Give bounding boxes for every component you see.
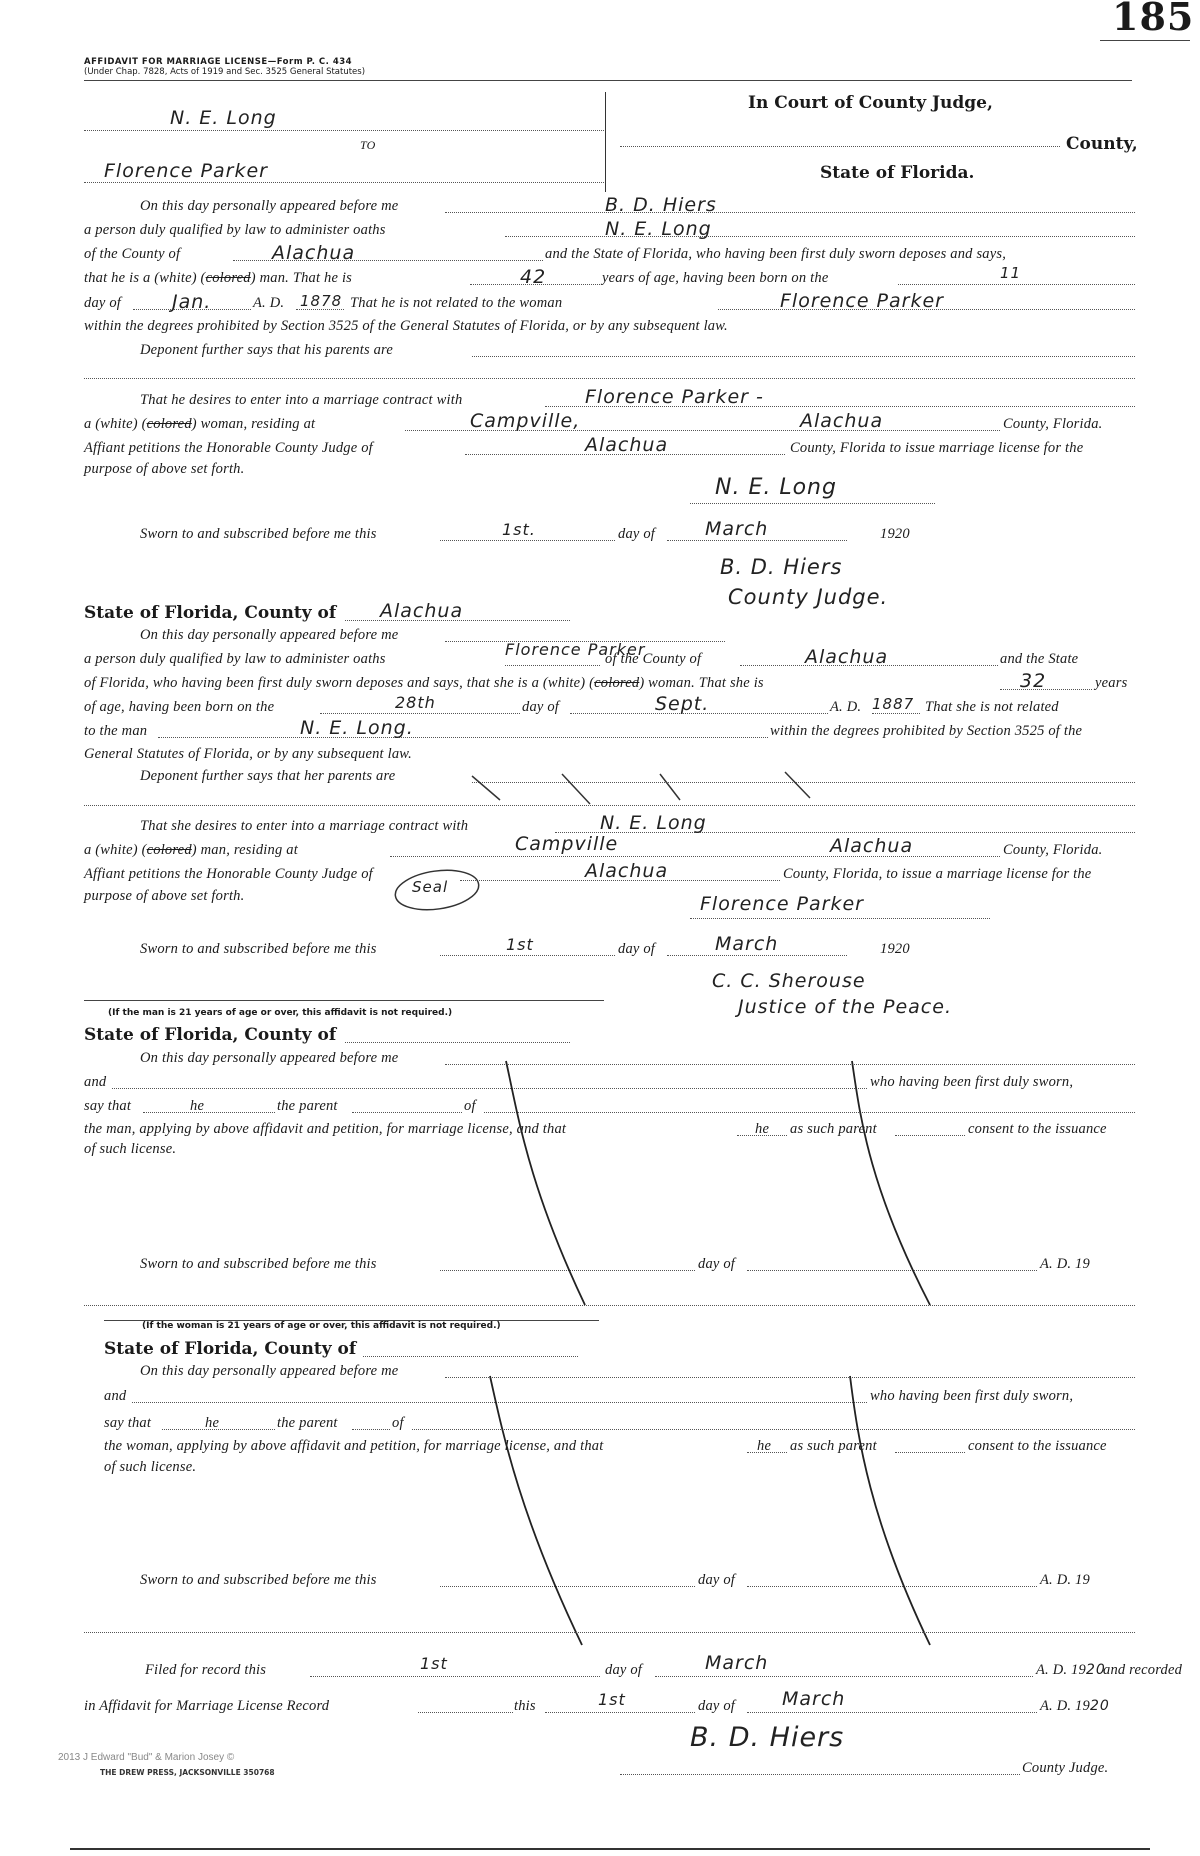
header-bracket bbox=[605, 92, 606, 192]
bride-line4-text-a: of age, having been born on the bbox=[84, 699, 275, 715]
bottom-edge-rule bbox=[70, 1848, 1150, 1850]
filing-record-month: March bbox=[782, 1688, 846, 1710]
woman-consent-line3-a: say that bbox=[104, 1415, 152, 1431]
groom-contract-with: Florence Parker - bbox=[585, 386, 764, 408]
bride-age: 32 bbox=[1020, 670, 1047, 692]
bride-residence-town: Campville, bbox=[470, 410, 581, 432]
bride-heading: State of Florida, County of bbox=[84, 603, 337, 623]
woman-consent-line3-b: the parent bbox=[277, 1415, 338, 1431]
bride-contract-with: N. E. Long bbox=[600, 812, 707, 834]
groom-line4-text-a: that he is a (white) ( bbox=[84, 270, 206, 286]
bride-line2-text-a: a person duly qualified by law to administer oaths bbox=[84, 651, 386, 667]
woman-consent-line4-he: he bbox=[757, 1438, 772, 1454]
groom-line11-text: purpose of above set forth. bbox=[84, 461, 245, 477]
bride-sworn-text-b: day of bbox=[618, 941, 656, 957]
groom-birth-year: 1878 bbox=[300, 292, 343, 310]
notary-seal-label: Seal bbox=[412, 878, 449, 896]
bride-officer-signature: C. C. Sherouse bbox=[712, 970, 866, 992]
groom-officer-name: B. D. Hiers bbox=[605, 194, 717, 216]
page-number: 185 bbox=[1112, 0, 1195, 39]
groom-age: 42 bbox=[520, 266, 547, 288]
filing-line2-d: A. D. 19 bbox=[1040, 1698, 1090, 1714]
groom-line5-text-a: day of bbox=[84, 295, 122, 311]
groom-related-woman: Florence Parker bbox=[780, 290, 944, 312]
man-consent-line3-c: of bbox=[464, 1098, 476, 1114]
groom-line4-text-b: ) man. That he is bbox=[250, 270, 353, 286]
groom-line4-strike: colored bbox=[205, 270, 251, 286]
filing-line1-d: and recorded bbox=[1103, 1662, 1183, 1678]
groom-line10-text-a: Affiant petitions the Honorable County Judge of bbox=[84, 440, 373, 456]
woman-consent-line1: On this day personally appeared before me bbox=[140, 1363, 399, 1379]
woman-consent-line4-a: the woman, applying by above affidavit and petition, for marriage license, and that bbox=[104, 1438, 604, 1454]
bride-line4-text-c: A. D. bbox=[830, 699, 862, 715]
bride-signature: Florence Parker bbox=[700, 893, 864, 915]
man-consent-sworn-a: Sworn to and subscribed before me this bbox=[140, 1256, 377, 1272]
groom-line9-text-c: County, Florida. bbox=[1003, 416, 1103, 432]
groom-residence-town: Campville bbox=[515, 833, 619, 855]
filing-record-day: 1st bbox=[598, 1690, 626, 1709]
filing-day: 1st bbox=[420, 1654, 448, 1673]
filing-line2-a: in Affidavit for Marriage License Record bbox=[84, 1698, 330, 1714]
bride-line2-text-c: and the State bbox=[1000, 651, 1079, 667]
bride-residence-county: Alachua bbox=[800, 410, 884, 432]
man-consent-sworn-c: A. D. 19 bbox=[1040, 1256, 1090, 1272]
woman-consent-line2-b: who having been first duly sworn, bbox=[870, 1388, 1074, 1404]
bride-line6-text: General Statutes of Florida, or by any subsequent law. bbox=[84, 746, 412, 762]
woman-consent-line5: of such license. bbox=[104, 1459, 197, 1475]
filing-judge-title: County Judge. bbox=[1022, 1760, 1109, 1776]
woman-consent-line3-he: he bbox=[205, 1415, 220, 1431]
groom-line1-text: On this day personally appeared before me bbox=[140, 198, 399, 214]
woman-consent-heading: State of Florida, County of bbox=[104, 1339, 357, 1359]
bride-birth-day: 28th bbox=[395, 693, 436, 712]
groom-line8-text: That he desires to enter into a marriage contract with bbox=[140, 392, 463, 408]
filing-month: March bbox=[705, 1652, 769, 1674]
page-number-underline bbox=[1100, 40, 1190, 41]
bride-line7-text: Deponent further says that her parents are bbox=[140, 768, 396, 784]
printer-credit: THE DREW PRESS, JACKSONVILLE 350768 bbox=[100, 1768, 275, 1777]
bride-parents-strokes bbox=[470, 770, 850, 810]
groom-line7-text: Deponent further says that his parents are bbox=[140, 342, 394, 358]
header-groom-name: N. E. Long bbox=[170, 107, 277, 129]
bride-line10-text-b: County, Florida, to issue a marriage license for the bbox=[783, 866, 1092, 882]
filing-line1-c: A. D. 19 bbox=[1036, 1662, 1086, 1678]
man-consent-line4-c: consent to the issuance bbox=[968, 1121, 1107, 1137]
bride-line10-text-a: Affiant petitions the Honorable County Judge of bbox=[84, 866, 373, 882]
bride-line11-text: purpose of above set forth. bbox=[84, 888, 245, 904]
groom-line10-text-b: County, Florida to issue marriage license for the bbox=[790, 440, 1084, 456]
bride-related-man: N. E. Long. bbox=[300, 717, 414, 739]
woman-consent-sworn-c: A. D. 19 bbox=[1040, 1572, 1090, 1588]
header-to: TO bbox=[360, 138, 376, 152]
bride-line9-text-a: a (white) ( bbox=[84, 842, 147, 858]
bride-line3-strike: colored bbox=[594, 675, 640, 691]
woman-consent-void-strokes bbox=[470, 1370, 940, 1650]
header-rule bbox=[84, 80, 1132, 81]
groom-sworn-text-a: Sworn to and subscribed before me this bbox=[140, 526, 377, 542]
woman-consent-sworn-b: day of bbox=[698, 1572, 736, 1588]
man-consent-line5: of such license. bbox=[84, 1141, 177, 1157]
groom-line6-text: within the degrees prohibited by Section 3525 of the General Statutes of Florida, or by any subsequent law. bbox=[84, 318, 728, 334]
man-consent-line2-a: and bbox=[84, 1074, 107, 1090]
filing-line2-b: this bbox=[514, 1698, 536, 1714]
groom-line5-text-c: That he is not related to the woman bbox=[350, 295, 563, 311]
bride-birth-month: Sept. bbox=[655, 693, 710, 715]
groom-petition-county: Alachua bbox=[585, 434, 669, 456]
bride-heading-county: Alachua bbox=[380, 600, 464, 622]
groom-line4-text-c: years of age, having been born on the bbox=[602, 270, 829, 286]
form-subtitle: (Under Chap. 7828, Acts of 1919 and Sec. 3525 General Statutes) bbox=[84, 67, 366, 77]
woman-consent-note: (If the woman is 21 years of age or over, this affidavit is not required.) bbox=[142, 1321, 501, 1331]
filing-year: 20 bbox=[1085, 1662, 1106, 1678]
bride-line1-text: On this day personally appeared before me bbox=[140, 627, 399, 643]
man-consent-line3-he: he bbox=[190, 1098, 205, 1114]
woman-consent-line4-c: consent to the issuance bbox=[968, 1438, 1107, 1454]
filing-line1-b: day of bbox=[605, 1662, 643, 1678]
groom-sworn-day: 1st. bbox=[502, 520, 536, 539]
bride-line4-text-b: day of bbox=[522, 699, 560, 715]
bride-sworn-month: March bbox=[715, 933, 779, 955]
groom-county: Alachua bbox=[272, 242, 356, 264]
man-consent-line4-a: the man, applying by above affidavit and petition, for marriage license, and that bbox=[84, 1121, 567, 1137]
man-consent-heading: State of Florida, County of bbox=[84, 1025, 337, 1045]
bride-petition-county: Alachua bbox=[585, 860, 669, 882]
groom-line3-text-a: of the County of bbox=[84, 246, 181, 262]
filing-line2-c: day of bbox=[698, 1698, 736, 1714]
groom-line3-text-b: and the State of Florida, who having been first duly sworn deposes and says, bbox=[545, 246, 1007, 262]
header-state: State of Florida. bbox=[820, 163, 975, 183]
header-court: In Court of County Judge, bbox=[748, 93, 993, 113]
filing-line1-a: Filed for record this bbox=[145, 1662, 267, 1678]
bride-line3-text-c: years bbox=[1095, 675, 1128, 691]
bride-line8-text: That she desires to enter into a marriage contract with bbox=[140, 818, 469, 834]
groom-sworn-month: March bbox=[705, 518, 769, 540]
woman-consent-line3-c: of bbox=[392, 1415, 404, 1431]
groom-judge-signature: B. D. Hiers bbox=[720, 555, 843, 579]
filing-record-year: 20 bbox=[1089, 1698, 1110, 1714]
groom-line9-strike: colored bbox=[146, 416, 192, 432]
bride-line3-text-b: ) woman. That she is bbox=[639, 675, 764, 691]
form-title: AFFIDAVIT FOR MARRIAGE LICENSE—Form P. C. 434 bbox=[84, 57, 353, 67]
man-consent-note: (If the man is 21 years of age or over, this affidavit is not required.) bbox=[108, 1008, 453, 1018]
bride-line9-strike: colored bbox=[146, 842, 192, 858]
bride-line9-text-b: ) man, residing at bbox=[191, 842, 298, 858]
woman-consent-line4-b: as such parent bbox=[790, 1438, 877, 1454]
bride-county: Alachua bbox=[805, 646, 889, 668]
man-consent-line1: On this day personally appeared before me bbox=[140, 1050, 399, 1066]
bride-line5-text-b: within the degrees prohibited by Section 3525 of the bbox=[770, 723, 1083, 739]
bride-line9-text-c: County, Florida. bbox=[1003, 842, 1103, 858]
man-consent-line4-b: as such parent bbox=[790, 1121, 877, 1137]
filing-judge-signature: B. D. Hiers bbox=[690, 1722, 845, 1753]
bride-sworn-year: 1920 bbox=[880, 941, 910, 957]
groom-signature: N. E. Long bbox=[715, 475, 837, 500]
groom-sworn-text-b: day of bbox=[618, 526, 656, 542]
bride-line5-text-a: to the man bbox=[84, 723, 148, 739]
bride-affiant-name: Florence Parker bbox=[505, 640, 646, 659]
bride-sworn-text-a: Sworn to and subscribed before me this bbox=[140, 941, 377, 957]
groom-sworn-year: 1920 bbox=[880, 526, 910, 542]
bride-line3-text-a: of Florida, who having been first duly sworn deposes and says, that she is a (white) ( bbox=[84, 675, 595, 691]
man-consent-line3-b: the parent bbox=[277, 1098, 338, 1114]
bride-officer-title: Justice of the Peace. bbox=[738, 996, 952, 1018]
groom-line9-text-a: a (white) ( bbox=[84, 416, 147, 432]
groom-judge-title: County Judge. bbox=[728, 585, 889, 609]
header-bride-name: Florence Parker bbox=[104, 160, 268, 182]
man-consent-line3-a: say that bbox=[84, 1098, 132, 1114]
man-consent-void-strokes bbox=[480, 1055, 940, 1310]
groom-line9-text-b: ) woman, residing at bbox=[191, 416, 316, 432]
bride-line2-text-b: of the County of bbox=[605, 651, 702, 667]
man-consent-line2-b: who having been first duly sworn, bbox=[870, 1074, 1074, 1090]
groom-residence-county: Alachua bbox=[830, 835, 914, 857]
bride-line4-text-d: That she is not related bbox=[925, 699, 1059, 715]
bride-sworn-day: 1st bbox=[506, 935, 534, 954]
groom-birth-month: Jan. bbox=[172, 291, 212, 313]
header-county: County, bbox=[1066, 134, 1138, 154]
copyright-watermark: 2013 J Edward "Bud" & Marion Josey © bbox=[58, 1752, 235, 1763]
woman-consent-sworn-a: Sworn to and subscribed before me this bbox=[140, 1572, 377, 1588]
groom-affiant-name: N. E. Long bbox=[605, 218, 712, 240]
woman-consent-line2-a: and bbox=[104, 1388, 127, 1404]
groom-line2-text: a person duly qualified by law to administer oaths bbox=[84, 222, 386, 238]
groom-birth-day: 11 bbox=[1000, 264, 1022, 282]
man-consent-line4-he: he bbox=[755, 1121, 770, 1137]
bride-birth-year: 1887 bbox=[872, 695, 915, 713]
man-consent-sworn-b: day of bbox=[698, 1256, 736, 1272]
groom-line5-text-b: A. D. bbox=[253, 295, 285, 311]
